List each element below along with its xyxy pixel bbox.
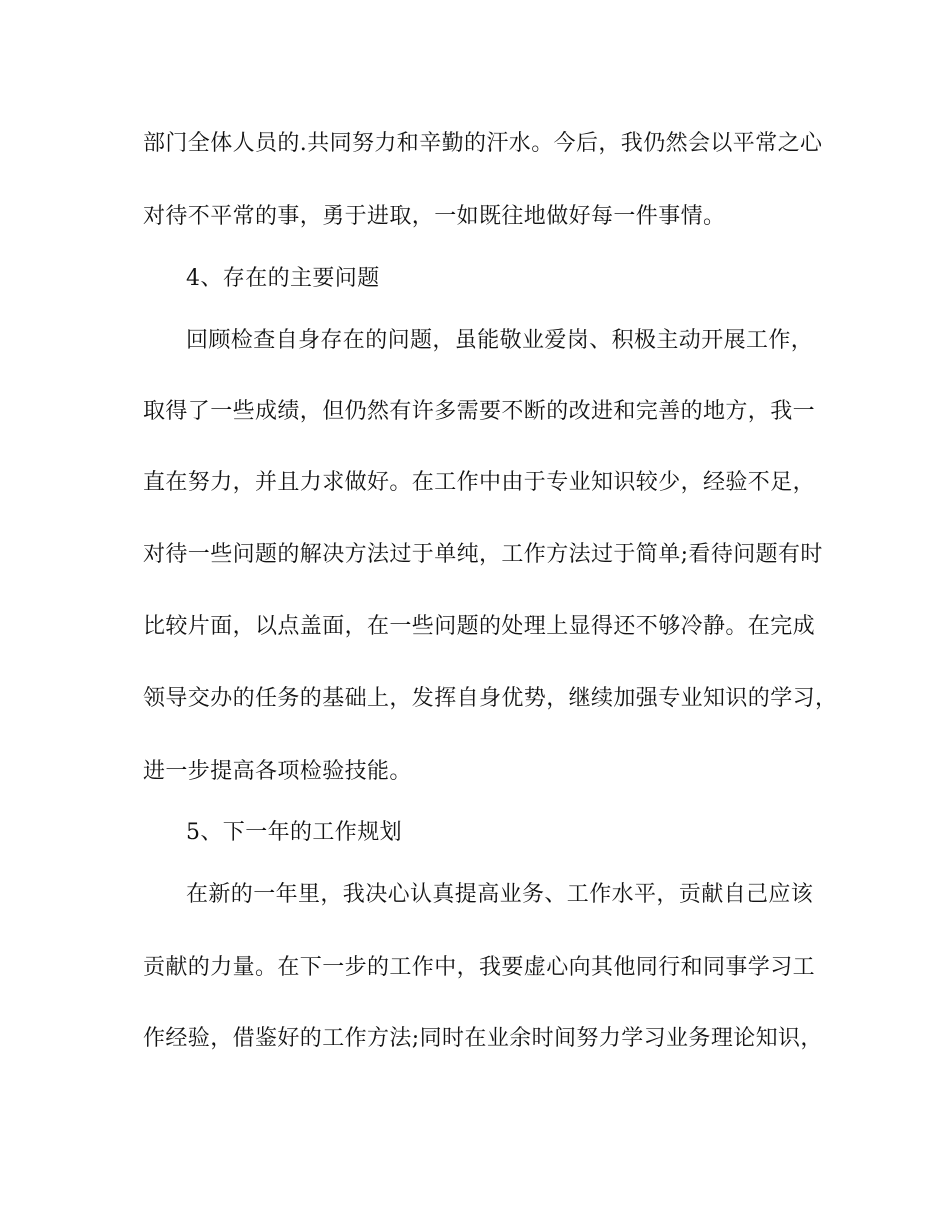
paragraph-line: 比较片面，以点盖面，在一些问题的处理上显得还不够冷静。在完成: [143, 614, 816, 639]
paragraph-line: 对待不平常的事，勇于进取，一如既往地做好每一件事情。: [143, 204, 726, 229]
paragraph-line: 在新的一年里，我决心认真提高业务、工作水平，贡献自己应该: [186, 882, 814, 907]
paragraph-line: 对待一些问题的解决方法过于单纯，工作方法过于简单;看待问题有时: [143, 542, 823, 567]
paragraph-line: 取得了一些成绩，但仍然有许多需要不断的改进和完善的地方，我一: [143, 399, 816, 424]
paragraph-line: 贡献的力量。在下一步的工作中，我要虚心向其他同行和同事学习工: [143, 955, 816, 980]
paragraph-line: 部门全体人员的.共同努力和辛勤的汗水。今后，我仍然会以平常之心: [143, 131, 823, 156]
paragraph-line: 领导交办的任务的基础上，发挥自身优势，继续加强专业知识的学习，: [143, 686, 838, 711]
paragraph-line: 直在努力，并且力求做好。在工作中由于专业知识较少，经验不足，: [143, 470, 816, 495]
paragraph-line: 回顾检查自身存在的问题，虽能敬业爱岗、积极主动开展工作，: [186, 328, 814, 353]
section-heading: 4、存在的主要问题: [186, 266, 380, 291]
paragraph-line: 作经验，借鉴好的工作方法;同时在业余时间努力学习业务理论知识，: [143, 1026, 823, 1051]
section-heading: 5、下一年的工作规划: [186, 820, 402, 845]
paragraph-line: 进一步提高各项检验技能。: [143, 759, 412, 784]
